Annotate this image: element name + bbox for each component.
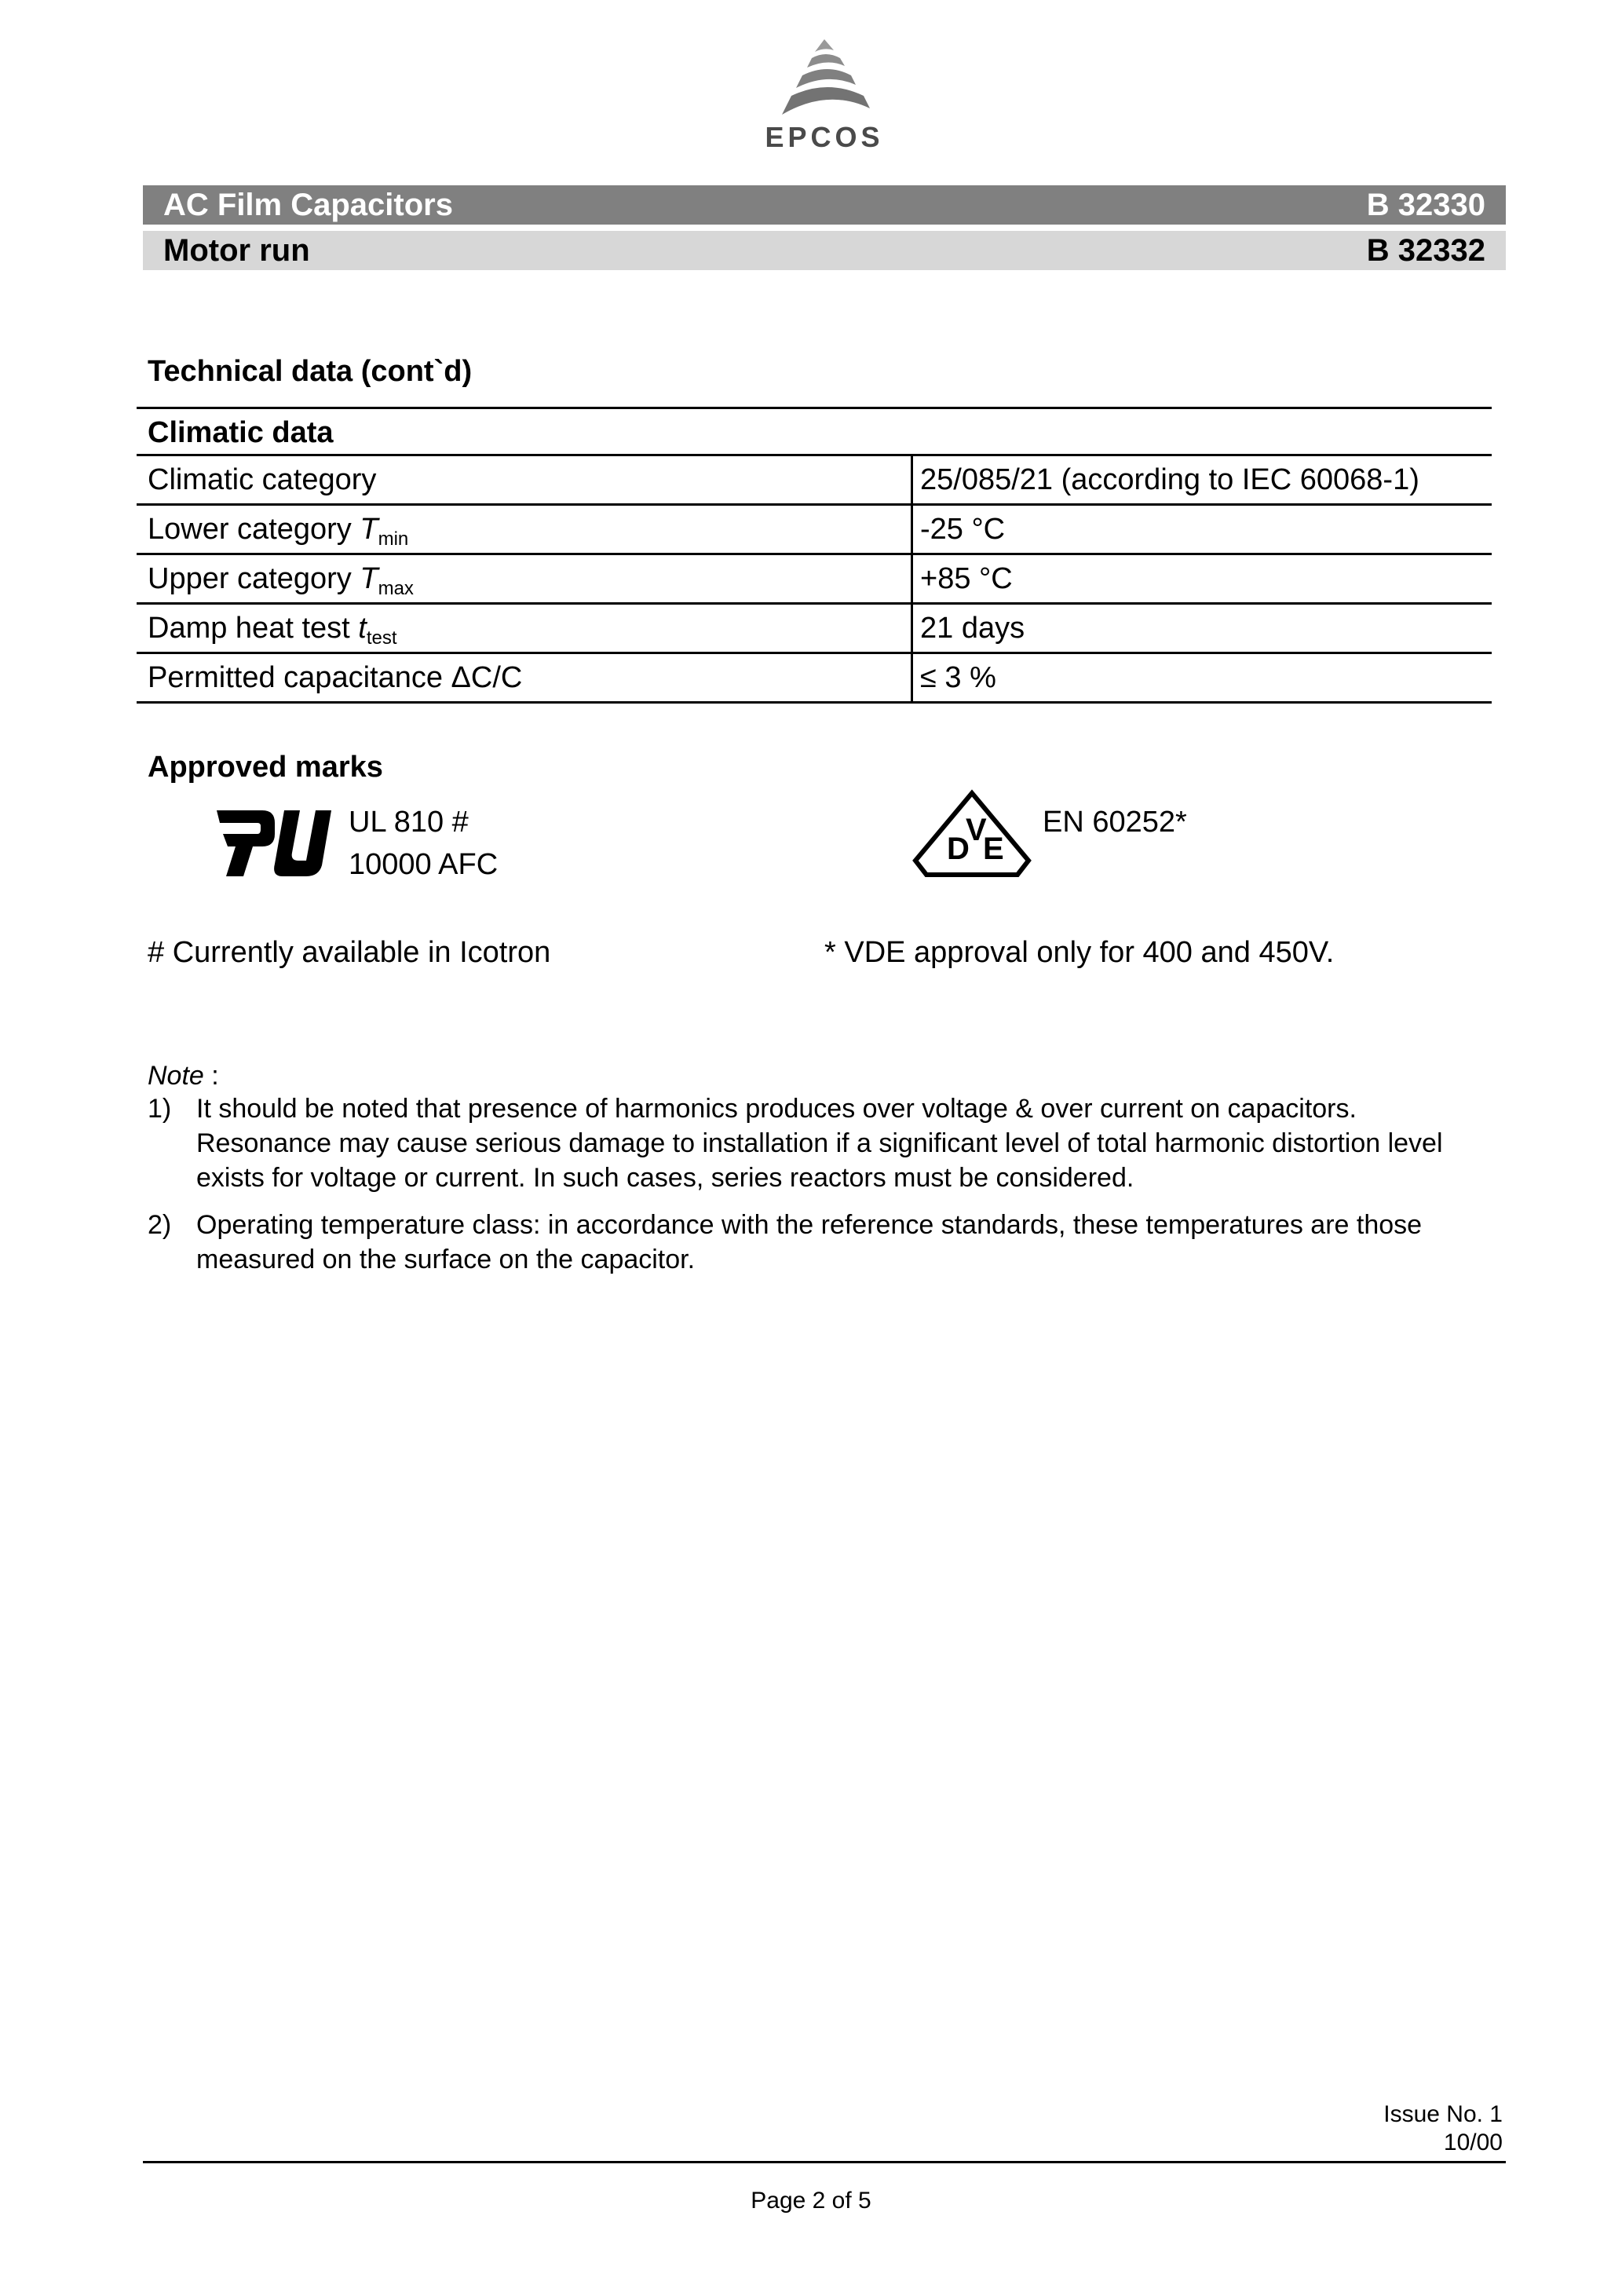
row-label: Lower category $T_{min}$ bbox=[148, 513, 409, 550]
row-value: -25 °C bbox=[920, 513, 1006, 546]
column-divider bbox=[911, 506, 913, 553]
note-item-text: It should be noted that presence of harmonics produces over voltage & over current on capacitors. Resonance may cause serious damage to installation if a significant level of total harmonic distortion level exists for voltage or current. In such cases, series reactors must be considered. bbox=[196, 1094, 1443, 1193]
page-number: Page 2 of 5 bbox=[751, 2188, 871, 2214]
climatic-data-table bbox=[137, 407, 1492, 704]
table-row bbox=[137, 605, 1492, 654]
epcos-logo bbox=[746, 36, 903, 162]
note-item-number: 1) bbox=[148, 1094, 172, 1124]
issue-number: Issue No. 1 bbox=[1383, 2101, 1503, 2127]
note-label: Note : bbox=[148, 1061, 219, 1091]
footnote-left: # Currently available in Icotron bbox=[148, 936, 551, 969]
column-divider bbox=[911, 605, 913, 652]
header-bar-product-family bbox=[143, 185, 1506, 225]
note-item-text: Operating temperature class: in accordance with the reference standards, these temperatures are those measured on the surface on the capacitor. bbox=[196, 1210, 1423, 1274]
row-value: 21 days bbox=[920, 612, 1025, 645]
header-bar-product-type bbox=[143, 231, 1506, 270]
table-title: Climatic data bbox=[148, 416, 334, 449]
vde-mark-icon bbox=[911, 788, 1033, 884]
product-type: Motor run bbox=[163, 233, 310, 268]
column-divider bbox=[911, 555, 913, 602]
issue-date: 10/00 bbox=[1443, 2130, 1503, 2155]
table-header-row bbox=[137, 407, 1492, 456]
svg-text:E: E bbox=[983, 832, 1004, 866]
row-label: Damp heat test $t_{test}$ bbox=[148, 612, 397, 649]
part-number-1: B 32330 bbox=[1366, 188, 1485, 222]
vde-mark-text: EN 60252* bbox=[1043, 806, 1187, 839]
epcos-triangle-icon bbox=[746, 36, 903, 121]
part-number-2: B 32332 bbox=[1366, 233, 1485, 268]
approved-marks-title: Approved marks bbox=[148, 751, 383, 784]
footnote-right: * VDE approval only for 400 and 450V. bbox=[824, 936, 1335, 969]
table-row bbox=[137, 555, 1492, 605]
table-row bbox=[137, 654, 1492, 704]
column-divider bbox=[911, 654, 913, 701]
ul-mark-icon bbox=[212, 806, 338, 881]
row-label: Climatic category bbox=[148, 463, 377, 496]
row-label: Permitted capacitance ΔC/C bbox=[148, 661, 523, 694]
row-value: 25/085/21 (according to IEC 60068-1) bbox=[920, 463, 1419, 496]
ul-mark-line1: UL 810 # bbox=[349, 806, 469, 839]
svg-text:V: V bbox=[966, 813, 987, 847]
row-value: +85 °C bbox=[920, 562, 1013, 595]
footer-divider bbox=[143, 2161, 1506, 2163]
row-label: Upper category $T_{max}$ bbox=[148, 562, 414, 599]
note-item-number: 2) bbox=[148, 1210, 172, 1240]
ul-mark-line2: 10000 AFC bbox=[349, 848, 499, 881]
row-value: ≤ 3 % bbox=[920, 661, 996, 694]
table-row bbox=[137, 456, 1492, 506]
svg-text:D: D bbox=[947, 832, 970, 866]
brand-name: EPCOS bbox=[765, 121, 884, 153]
section-title: Technical data (cont`d) bbox=[148, 355, 473, 388]
product-family: AC Film Capacitors bbox=[163, 188, 453, 222]
table-row bbox=[137, 506, 1492, 555]
column-divider bbox=[911, 456, 913, 503]
